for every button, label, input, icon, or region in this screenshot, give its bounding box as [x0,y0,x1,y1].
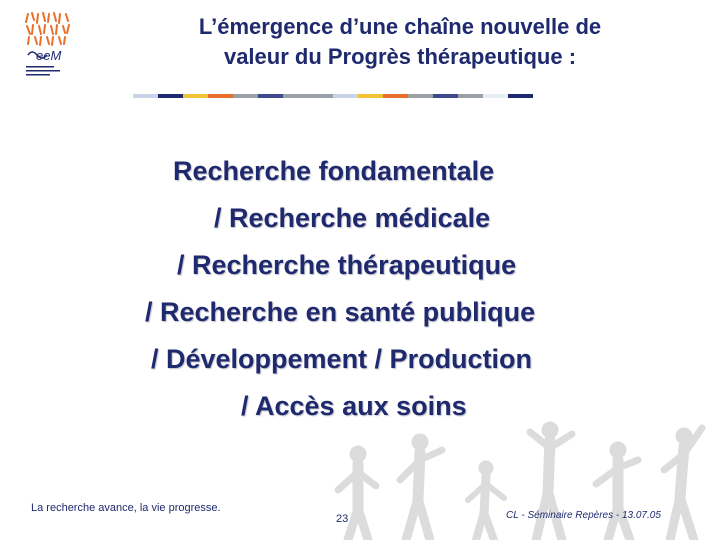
divider-segment [233,94,258,98]
human-figures-graphic [318,420,720,540]
page-number: 23 [336,513,349,525]
title-line-2: valeur du Progrès thérapeutique : [223,44,577,69]
divider-segment [208,94,233,98]
body-line: / Recherche thérapeutique [177,250,517,280]
divider-segment [433,94,458,98]
footer-tagline: La recherche avance, la vie progresse. [31,502,221,514]
divider-segment [358,94,383,98]
slide-title [120,12,680,72]
divider-segment [258,94,283,98]
body-line: / Développement / Production [151,344,533,374]
body-line: / Recherche médicale [214,203,491,233]
svg-text:eeM: eeM [36,48,62,63]
body-line: / Recherche en santé publique [145,297,536,327]
decorative-figures-image [318,420,720,540]
divider-segment [383,94,408,98]
divider-segment [133,94,158,98]
body-line: Recherche fondamentale [173,156,495,186]
main-content [90,148,660,430]
divider-segment [308,94,333,98]
footer-reference: CL - Séminaire Repères - 13.07.05 [506,510,661,521]
divider-segment [283,94,308,98]
leem-logo-graphic [22,10,74,78]
divider-segment [483,94,508,98]
body-line: / Accès aux soins [241,391,467,421]
divider-segment [158,94,183,98]
title-divider [133,94,533,98]
divider-segment [458,94,483,98]
divider-segment [183,94,208,98]
leem-logo [22,10,74,78]
divider-segment [408,94,433,98]
divider-segment [508,94,533,98]
title-line-1: L’émergence d’une chaîne nouvelle de [198,14,602,39]
divider-segment [333,94,358,98]
